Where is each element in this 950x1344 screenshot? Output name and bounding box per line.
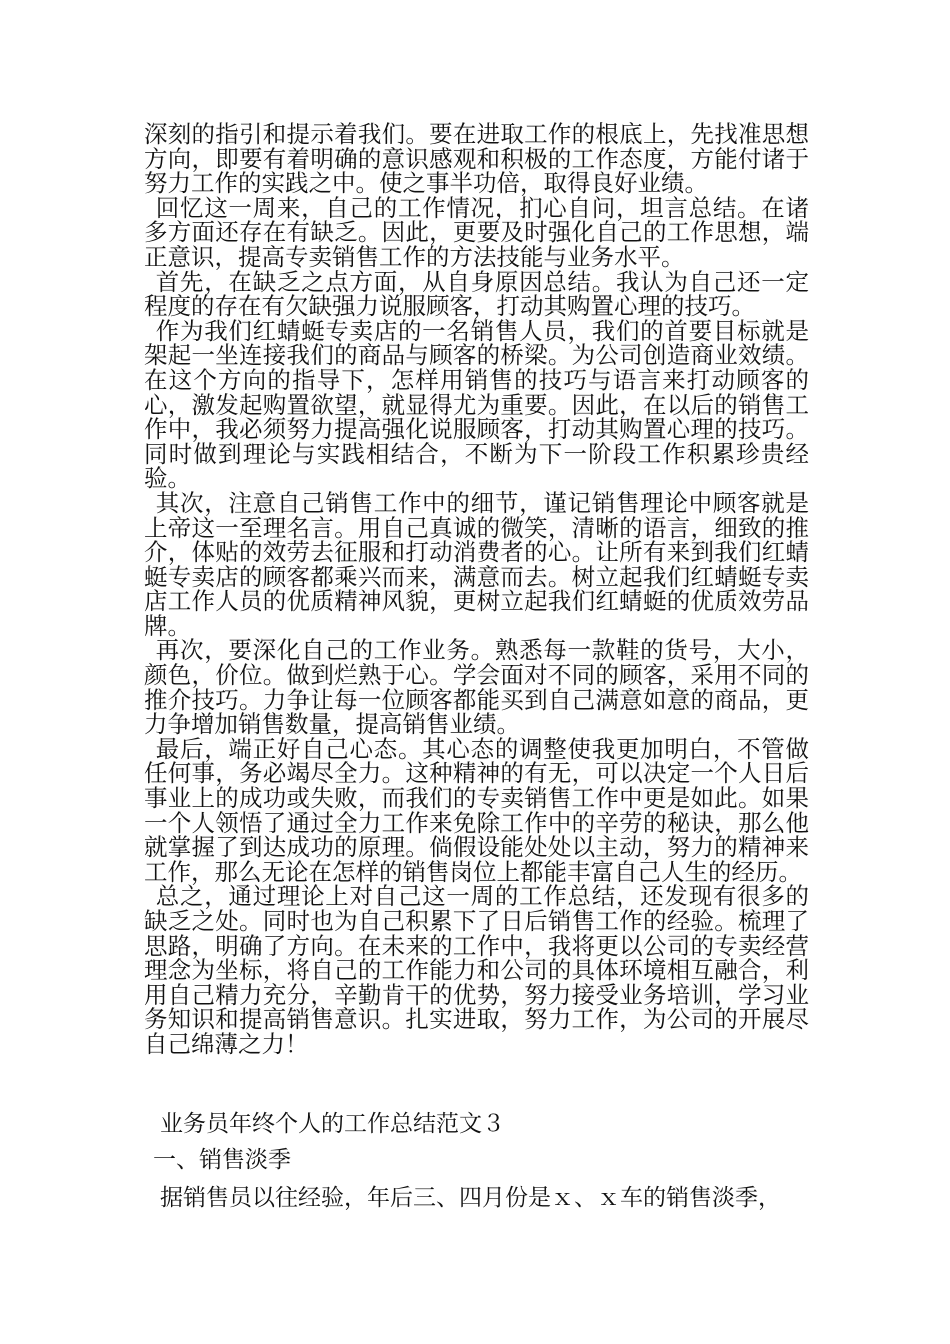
paragraph-4: 作为我们红蜻蜓专卖店的一名销售人员，我们的首要目标就是架起一坐连接我们的商品与顾客的桥梁。为公司创造商业效绩。在这个方向的指导下，怎样用销售的技巧与语言来打动顾客的心，激发起购置欲望，就显得尤为重要。因此，在以后的销售工作中，我必须努力提高强化说服顾客，打动其购置心理的技巧。同时做到理论与实践相结合，不断为下一阶段工作积累珍贵经验。	[144, 316, 809, 493]
paragraph-2: 回忆这一周来，自己的工作情况，扪心自问，坦言总结。在诸多方面还存在有缺乏。因此，更要及时强化自己的工作思想，端正意识，提高专卖销售工作的方法技能与业务水平。	[144, 193, 809, 271]
subheading: 一、销售淡季	[153, 1147, 291, 1173]
section-title: 业务员年终个人的工作总结范文３	[160, 1111, 505, 1137]
paragraph-8: 总之，通过理论上对自己这一周的工作总结，还发现有很多的缺乏之处。同时也为自己积累下了日后销售工作的经验。梳理了思路，明确了方向。在未来的工作中，我将更以公司的专卖经营理念为坐标，将自己的工作能力和公司的具体环境相互融合，利用自己精力充分，辛勤肯干的优势，努力接受业务培训，学习业务知识和提高销售意识。扎实进取，努力工作，为公司的开展尽自己绵薄之力！	[144, 882, 809, 1058]
paragraph-7: 最后，端正好自己心态。其心态的调整使我更加明白，不管做任何事，务必竭尽全力。这种精神的有无，可以决定一个人日后事业上的成功或失败，而我们的专卖销售工作中更是如此。如果一个人领悟了通过全力工作来免除工作中的辛劳的秘诀，那么他就掌握了到达成功的原理。倘假设能处处以主动，努力的精神来工作，那么无论在怎样的销售岗位上都能丰富自己人生的经历。	[144, 734, 809, 886]
document-body	[144, 122, 809, 1057]
paragraph-3: 首先，在缺乏之点方面，从自身原因总结。我认为自己还一定程度的存在有欠缺强力说服顾客，打动其购置心理的技巧。	[144, 267, 809, 321]
paragraph-1: 深刻的指引和提示着我们。要在进取工作的根底上，先找准思想方向，即要有着明确的意识感观和积极的工作态度，方能付诸于努力工作的实践之中。使之事半功倍，取得良好业绩。	[144, 120, 809, 198]
paragraph-5: 其次，注意自己销售工作中的细节，谨记销售理论中顾客就是上帝这一至理名言。用自己真诚的微笑，清晰的语言，细致的推介，体贴的效劳去征服和打动消费者的心。让所有来到我们红蜻蜓专卖店的顾客都乘兴而来，满意而去。树立起我们红蜻蜓专卖店工作人员的优质精神风貌，更树立起我们红蜻蜓的优质效劳品牌。	[144, 488, 809, 640]
paragraph-continuation: 据销售员以往经验，年后三、四月份是ｘ、ｘ车的销售淡季，	[160, 1185, 781, 1211]
paragraph-6: 再次，要深化自己的工作业务。熟悉每一款鞋的货号，大小，颜色，价位。做到烂熟于心。学会面对不同的顾客，采用不同的推介技巧。力争让每一位顾客都能买到自己满意如意的商品，更力争增加销售数量，提高销售业绩。	[144, 636, 809, 739]
